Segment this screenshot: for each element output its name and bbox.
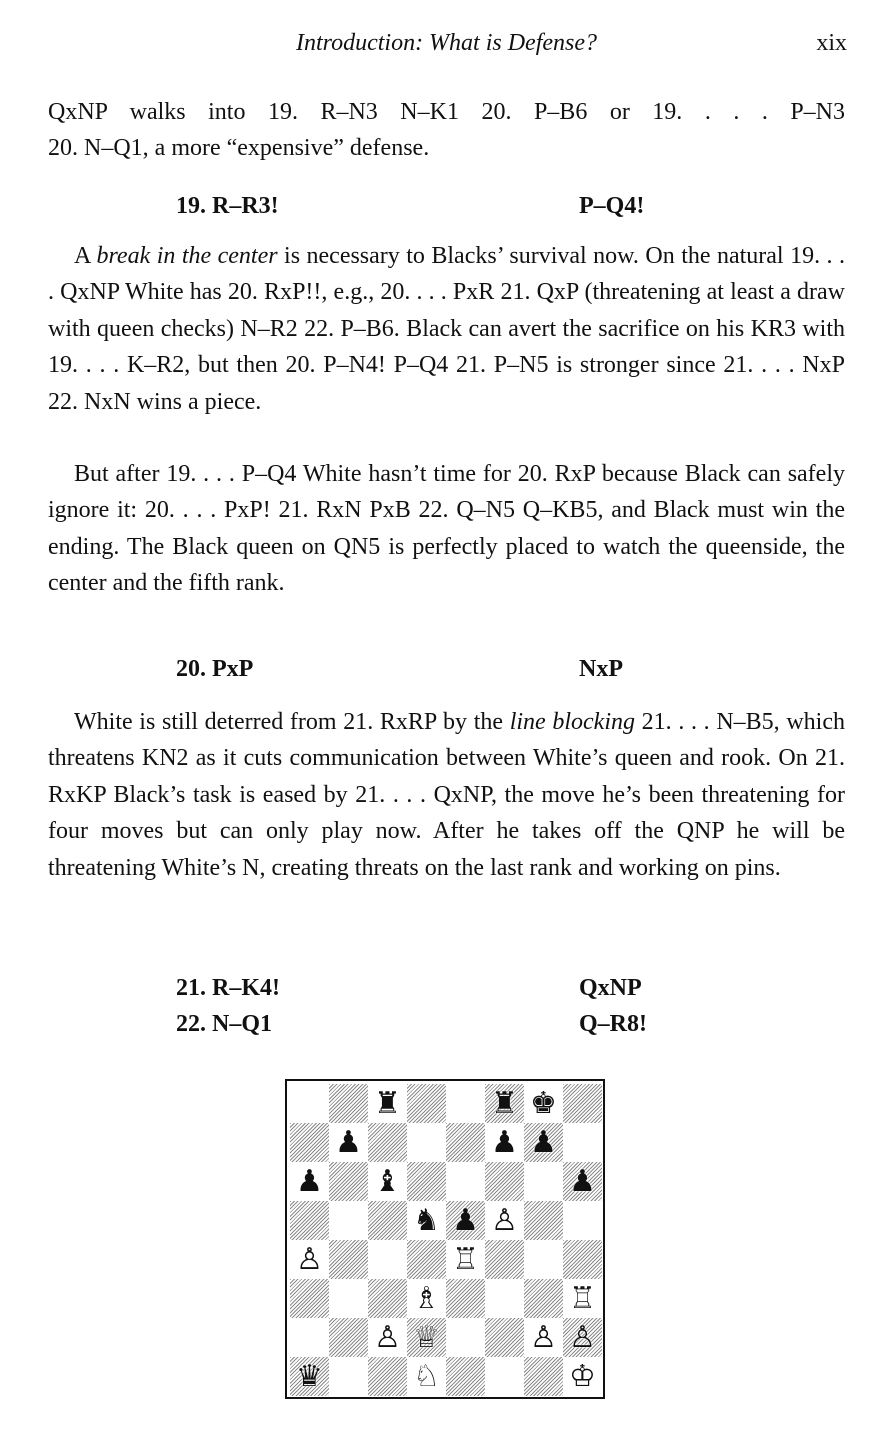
white-queen-icon: ♕ <box>413 1319 440 1355</box>
square-h5 <box>563 1201 602 1240</box>
square-b1 <box>329 1357 368 1396</box>
paragraph-2-text <box>48 238 845 420</box>
black-queen-icon: ♛ <box>296 1358 323 1394</box>
square-a8 <box>290 1084 329 1123</box>
square-b7 <box>329 1123 368 1162</box>
square-d3 <box>407 1279 446 1318</box>
square-h6 <box>563 1162 602 1201</box>
black-pawn-icon: ♟ <box>530 1124 557 1160</box>
square-f3 <box>485 1279 524 1318</box>
move-row-22 <box>0 1006 893 1042</box>
black-king-icon: ♚ <box>530 1085 557 1121</box>
square-g5 <box>524 1201 563 1240</box>
black-move: Q–R8! <box>579 1011 647 1037</box>
square-c4 <box>368 1240 407 1279</box>
black-rook-icon: ♜ <box>491 1085 518 1121</box>
emphasis-line-blocking: line blocking <box>509 709 635 735</box>
black-bishop-icon: ♝ <box>374 1163 401 1199</box>
move-block-21-22 <box>0 970 893 1042</box>
chess-board <box>290 1084 602 1396</box>
square-e1 <box>446 1357 485 1396</box>
white-bishop-icon: ♗ <box>413 1280 440 1316</box>
white-pawn-icon: ♙ <box>491 1202 518 1238</box>
square-f5 <box>485 1201 524 1240</box>
paragraph-4-part-b: 21. . . . N–B5, which threatens KN2 as it cuts communication between White’s queen and rook. On 21. RxKP Black’s task is eased by 21. . . . QxNP, the move he’s been threatening for four moves but can only play now. After he takes off the QNP he will be threatening White’s N, creating threats on the last rank and working on pins. <box>48 709 845 881</box>
square-b2 <box>329 1318 368 1357</box>
square-b8 <box>329 1084 368 1123</box>
black-move: NxP <box>579 656 623 682</box>
square-c2 <box>368 1318 407 1357</box>
square-d5 <box>407 1201 446 1240</box>
black-pawn-icon: ♟ <box>452 1202 479 1238</box>
square-g1 <box>524 1357 563 1396</box>
square-a5 <box>290 1201 329 1240</box>
square-h7 <box>563 1123 602 1162</box>
black-pawn-icon: ♟ <box>296 1163 323 1199</box>
square-e7 <box>446 1123 485 1162</box>
square-d1 <box>407 1357 446 1396</box>
square-c7 <box>368 1123 407 1162</box>
square-h1 <box>563 1357 602 1396</box>
black-pawn-icon: ♟ <box>335 1124 362 1160</box>
running-header <box>0 30 893 64</box>
move-row-19 <box>0 188 893 224</box>
square-c6 <box>368 1162 407 1201</box>
square-g3 <box>524 1279 563 1318</box>
square-d6 <box>407 1162 446 1201</box>
black-move: P–Q4! <box>579 193 645 219</box>
square-g6 <box>524 1162 563 1201</box>
paragraph-1-line-2: 20. N–Q1, a more “expensive” defense. <box>48 135 430 162</box>
square-e4 <box>446 1240 485 1279</box>
move-block-20 <box>0 651 893 687</box>
square-h3 <box>563 1279 602 1318</box>
white-move: 21. R–K4! <box>176 975 280 1001</box>
emphasis-break-in-center: break in the center <box>96 243 278 269</box>
square-c8 <box>368 1084 407 1123</box>
square-f7 <box>485 1123 524 1162</box>
paragraph-2-part-b: is necessary to Blacks’ survival now. On the natural 19. . . . QxNP White has 20. RxP!!, e.g., 20. . . . PxR 21. QxP (threatening at least a draw with queen checks) N–R2 22. P–B6. Black can avert the sacrifice on his KR3 with 19. . . . K–R2, but then 20. P–N4! P–Q4 21. P–N5 is stronger since 21. . . . NxP 22. NxN wins a piece. <box>48 243 845 415</box>
black-pawn-icon: ♟ <box>569 1163 596 1199</box>
black-knight-icon: ♞ <box>413 1202 440 1238</box>
square-h4 <box>563 1240 602 1279</box>
white-move: 19. R–R3! <box>176 193 279 219</box>
square-h2 <box>563 1318 602 1357</box>
black-move: QxNP <box>579 975 642 1001</box>
square-a1 <box>290 1357 329 1396</box>
square-h8 <box>563 1084 602 1123</box>
square-b4 <box>329 1240 368 1279</box>
white-rook-icon: ♖ <box>569 1280 596 1316</box>
square-b3 <box>329 1279 368 1318</box>
white-king-icon: ♔ <box>569 1358 596 1394</box>
square-e8 <box>446 1084 485 1123</box>
white-move: 22. N–Q1 <box>176 1011 272 1037</box>
paragraph-1-line-1: QxNP walks into 19. R–N3 N–K1 20. P–B6 or 19. . . . P–N3 <box>48 99 845 125</box>
paragraph-4 <box>48 704 845 886</box>
square-a4 <box>290 1240 329 1279</box>
square-c3 <box>368 1279 407 1318</box>
white-move: 20. PxP <box>176 656 254 682</box>
square-f8 <box>485 1084 524 1123</box>
square-d7 <box>407 1123 446 1162</box>
square-f6 <box>485 1162 524 1201</box>
square-e3 <box>446 1279 485 1318</box>
square-f4 <box>485 1240 524 1279</box>
white-rook-icon: ♖ <box>452 1241 479 1277</box>
square-b6 <box>329 1162 368 1201</box>
square-e2 <box>446 1318 485 1357</box>
move-row-20 <box>0 651 893 687</box>
chess-diagram <box>285 1079 605 1399</box>
square-c5 <box>368 1201 407 1240</box>
square-f2 <box>485 1318 524 1357</box>
black-rook-icon: ♜ <box>374 1085 401 1121</box>
white-knight-icon: ♘ <box>413 1358 440 1394</box>
move-block-19 <box>0 188 893 224</box>
square-a3 <box>290 1279 329 1318</box>
page-number: xix <box>816 30 847 56</box>
white-pawn-icon: ♙ <box>296 1241 323 1277</box>
move-row-21 <box>0 970 893 1006</box>
square-g2 <box>524 1318 563 1357</box>
square-a6 <box>290 1162 329 1201</box>
square-a2 <box>290 1318 329 1357</box>
square-a7 <box>290 1123 329 1162</box>
square-d4 <box>407 1240 446 1279</box>
white-pawn-icon: ♙ <box>569 1319 596 1355</box>
white-pawn-icon: ♙ <box>530 1319 557 1355</box>
square-c1 <box>368 1357 407 1396</box>
square-e6 <box>446 1162 485 1201</box>
square-d2 <box>407 1318 446 1357</box>
square-g7 <box>524 1123 563 1162</box>
square-b5 <box>329 1201 368 1240</box>
paragraph-2-part-a: A <box>74 243 97 269</box>
paragraph-2 <box>48 238 845 420</box>
square-e5 <box>446 1201 485 1240</box>
square-d8 <box>407 1084 446 1123</box>
paragraph-4-text <box>48 704 845 886</box>
square-g4 <box>524 1240 563 1279</box>
running-title: Introduction: What is Defense? <box>295 30 598 56</box>
square-f1 <box>485 1357 524 1396</box>
black-pawn-icon: ♟ <box>491 1124 518 1160</box>
paragraph-4-part-a: White is still deterred from 21. RxRP by the <box>74 709 510 735</box>
paragraph-1 <box>48 94 845 167</box>
white-pawn-icon: ♙ <box>374 1319 401 1355</box>
paragraph-3 <box>48 456 845 602</box>
paragraph-3-text: But after 19. . . . P–Q4 White hasn’t time for 20. RxP because Black can safely ignore it: 20. . . . PxP! 21. RxN PxB 22. Q–N5 Q–KB5, and Black must win the ending. The Black queen on QN5 is perfectly placed to watch the queenside, the center and the fifth rank. <box>48 461 845 597</box>
square-g8 <box>524 1084 563 1123</box>
